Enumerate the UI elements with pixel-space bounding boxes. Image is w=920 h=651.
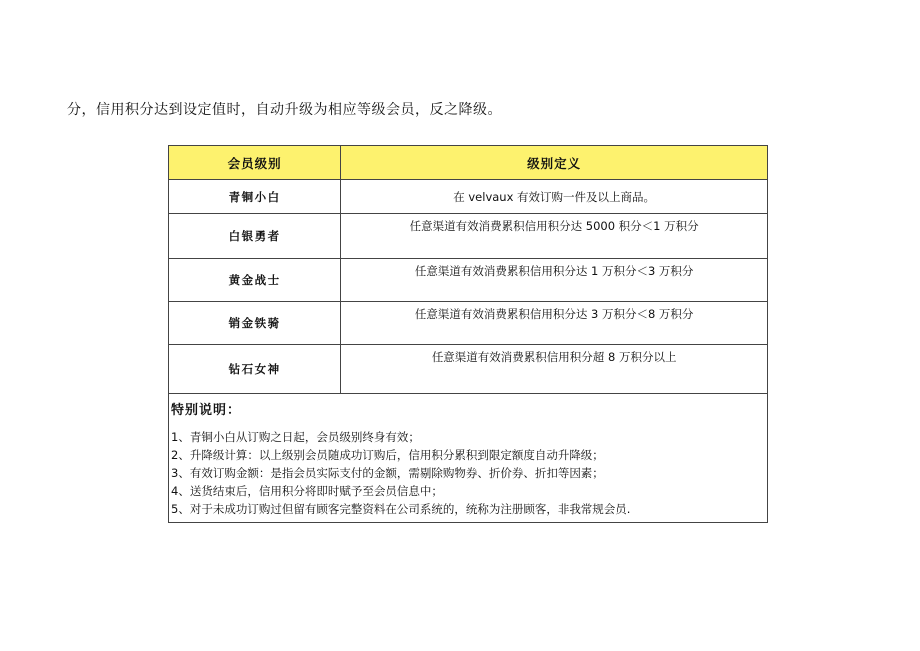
notes-cell <box>169 394 768 523</box>
level-definition: 任意渠道有效消费累积信用积分达 5000 积分＜1 万积分 <box>341 214 768 259</box>
level-definition: 在 velvaux 有效订购一件及以上商品。 <box>341 180 768 214</box>
table-row <box>169 259 768 302</box>
list-item: 1、青铜小白从订购之日起，会员级别终身有效； <box>171 429 420 444</box>
table-row <box>169 302 768 345</box>
table-row <box>169 345 768 394</box>
level-name: 青铜小白 <box>169 180 341 214</box>
level-name: 黄金战士 <box>169 259 341 302</box>
level-definition: 任意渠道有效消费累积信用积分达 3 万积分＜8 万积分 <box>341 302 768 345</box>
table-header-row <box>169 146 768 180</box>
list-item: 2、升降级计算：以上级别会员随成功订购后，信用积分累积到限定额度自动升降级； <box>171 447 604 462</box>
level-definition: 任意渠道有效消费累积信用积分达 1 万积分＜3 万积分 <box>341 259 768 302</box>
table-row <box>169 180 768 214</box>
table-row <box>169 214 768 259</box>
level-definition: 任意渠道有效消费累积信用积分超 8 万积分以上 <box>341 345 768 394</box>
notes-title: 特别说明： <box>171 402 242 418</box>
level-name: 销金铁骑 <box>169 302 341 345</box>
membership-levels-table <box>168 145 768 523</box>
header-level: 会员级别 <box>169 146 341 180</box>
level-name: 白银勇者 <box>169 214 341 259</box>
level-name: 钻石女神 <box>169 345 341 394</box>
intro-text: 分，信用积分达到设定值时，自动升级为相应等级会员，反之降级。 <box>67 102 502 118</box>
notes-row <box>169 394 768 523</box>
notes-list <box>171 428 763 518</box>
header-definition: 级别定义 <box>341 146 768 180</box>
list-item: 3、有效订购金额：是指会员实际支付的金额，需剔除购物券、折价券、折扣等因素； <box>171 465 604 480</box>
list-item: 4、送货结束后，信用积分将即时赋予至会员信息中； <box>171 483 443 498</box>
list-item: 5、对于未成功订购过但留有顾客完整资料在公司系统的，统称为注册顾客，非我常规会员. <box>171 501 631 516</box>
